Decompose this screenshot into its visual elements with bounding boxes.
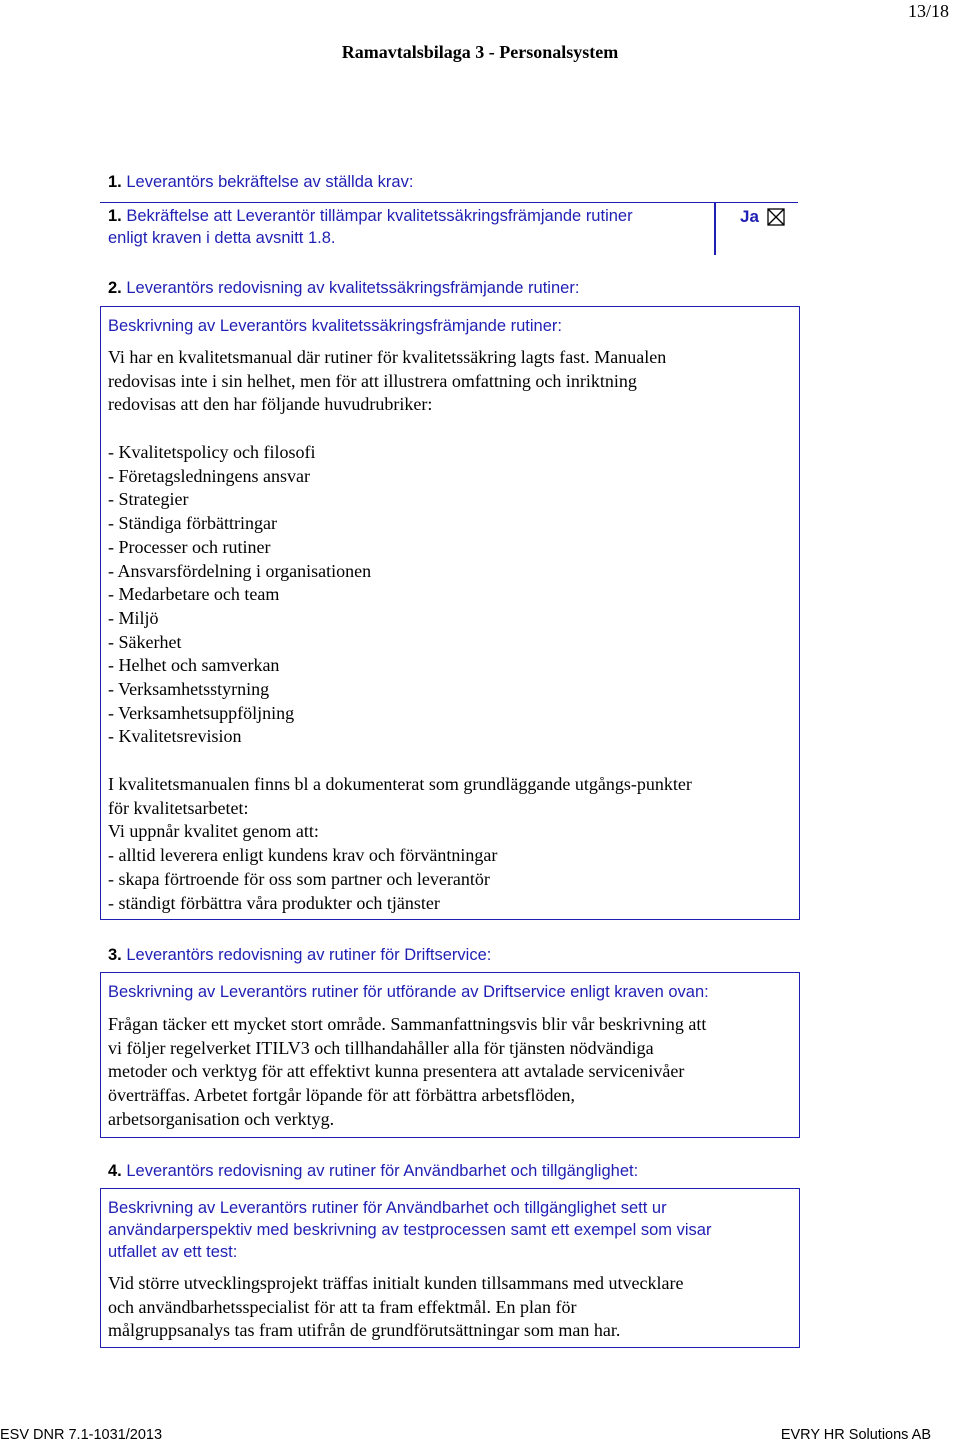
section1-number: 1. <box>108 173 122 191</box>
footer-right: EVRY HR Solutions AB <box>780 1427 931 1443</box>
list-item: - Kvalitetspolicy och filosofi <box>108 442 316 462</box>
section1-item-number: 1. <box>108 207 122 225</box>
section3-number: 3. <box>108 946 122 964</box>
section1-heading <box>108 171 413 193</box>
section1-item-row <box>100 202 798 254</box>
list-item: - Ansvarsfördelning i organisationen <box>108 560 372 581</box>
section1-item-line2: enligt kraven i detta avsnitt 1.8. <box>108 229 336 247</box>
list-item: - Verksamhetsuppföljning <box>108 702 295 723</box>
section3-box <box>100 972 800 1138</box>
list-item: - Helhet och samverkan <box>108 655 280 676</box>
section4-box-label: Beskrivning av Leverantörs rutiner för Användbarhet och tillgänglighet sett ur användarperspektiv med beskrivning av testprocessen samt ett exempel som visar utfallet av ett test: <box>108 1199 712 1261</box>
list-item: - Verksamhetsstyrning <box>108 679 270 700</box>
section3-heading-text: Leverantörs redovisning av rutiner för Driftservice: <box>126 946 492 964</box>
document-title: Ramavtalsbilaga 3 - Personalsystem <box>341 42 619 62</box>
list-item: - Strategier <box>108 489 189 510</box>
section3-body: Frågan täcker ett mycket stort område. Sammanfattningsvis blir vår beskrivning att vi följer regelverket ITILV3 och tillhandahåller alla för tjänsten nödvändiga metoder och verktyg för att effektivt kunna presentera att avtalade servicenivåer överträffas. Arbetet fortgår löpande för att förbättra arbetsflöden, arbetsorganisation och verktyg. <box>108 1014 707 1129</box>
footer-left: ESV DNR 7.1-1031/2013 <box>0 1427 163 1443</box>
section1-item <box>108 205 708 249</box>
section4-heading-text: Leverantörs redovisning av rutiner för Användbarhet och tillgänglighet: <box>126 1162 639 1180</box>
section2-heading-text: Leverantörs redovisning av kvalitetssäkringsfrämjande rutiner: <box>126 279 580 297</box>
list-item: - Ständiga förbättringar <box>108 513 277 534</box>
section4-box <box>100 1188 800 1348</box>
section2-intro: Vi har en kvalitetsmanual där rutiner för kvalitetssäkring lagts fast. Manualen redovisas inte i sin helhet, men för att illustrera omfattning och inriktning redovisas att den har följande huvudrubriker: <box>108 347 667 415</box>
answer-yes-label: Ja <box>740 207 759 226</box>
section2-box <box>100 306 800 920</box>
list-item: - Processer och rutiner <box>108 536 271 557</box>
list-item: - Miljö <box>108 607 159 628</box>
section2-box-label: Beskrivning av Leverantörs kvalitetssäkringsfrämjande rutiner: <box>108 317 562 335</box>
section2-number: 2. <box>108 279 122 297</box>
section1-item-line1: Bekräftelse att Leverantör tillämpar kvalitetssäkringsfrämjande rutiner <box>126 207 633 225</box>
section1-heading-text: Leverantörs bekräftelse av ställda krav: <box>126 173 414 191</box>
list-item: - Kvalitetsrevision <box>108 726 242 747</box>
section2-list <box>108 441 371 749</box>
list-item: - Företagsledningens ansvar <box>108 465 310 486</box>
section4-body: Vid större utvecklingsprojekt träffas initialt kunden tillsammans med utvecklare och användbarhetsspecialist för att ta fram effektmål. En plan för målgruppsanalys tas fram utifrån de grundförutsättningar som man har. <box>108 1273 684 1341</box>
section3-heading <box>108 944 491 966</box>
answer-yes <box>740 206 785 228</box>
section2-heading <box>108 277 579 299</box>
list-item: - Säkerhet <box>108 631 182 652</box>
list-item: - Medarbetare och team <box>108 584 280 605</box>
section4-heading <box>108 1160 638 1182</box>
page-number: 13/18 <box>908 1 950 21</box>
section4-number: 4. <box>108 1162 122 1180</box>
section3-box-label: Beskrivning av Leverantörs rutiner för utförande av Driftservice enligt kraven ovan: <box>108 983 709 1001</box>
checked-box-icon[interactable] <box>767 208 785 226</box>
section1-item-divider <box>714 203 716 255</box>
section2-closing: I kvalitetsmanualen finns bl a dokumenterat som grundläggande utgångs-punkter för kvalitetsarbetet: Vi uppnår kvalitet genom att: - alltid leverera enligt kundens krav och förväntningar - skapa förtroende för oss som partner och leverantör - ständigt förbättra våra produkter och tjänster <box>108 774 692 913</box>
